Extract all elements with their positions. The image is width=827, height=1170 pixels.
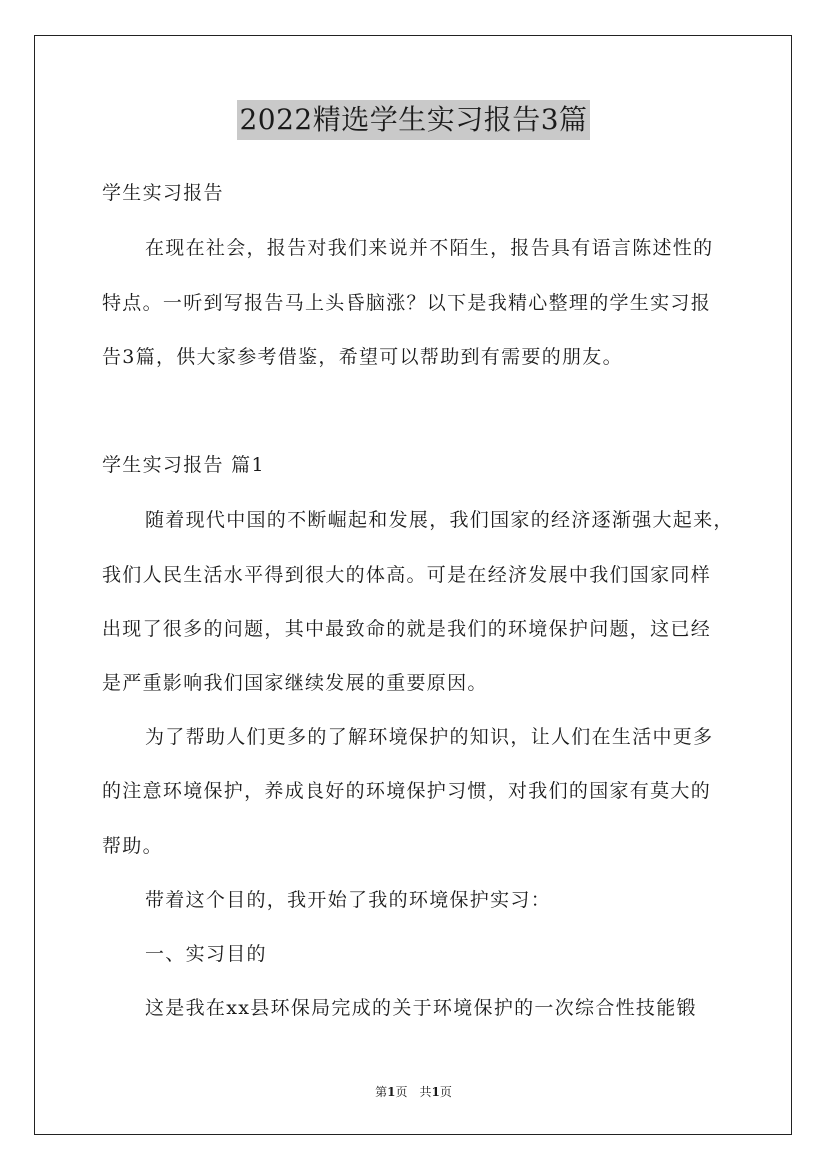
title-container: [0, 100, 827, 140]
document-title: 2022精选学生实习报告3篇: [237, 100, 589, 140]
footer-suffix: 页: [439, 1085, 452, 1099]
subsection-heading: 一、实习目的: [145, 943, 267, 965]
paragraph-line: 出现了很多的问题，其中最致命的就是我们的环境保护问题，这已经: [102, 618, 712, 640]
footer-total-pages: 1: [431, 1085, 440, 1099]
footer-prefix: 第: [375, 1085, 388, 1099]
section-heading: 学生实习报告 篇1: [102, 454, 265, 476]
paragraph-line: 特点。一听到写报告马上头昏脑涨？以下是我精心整理的学生实习报: [102, 292, 712, 314]
paragraph-line: 带着这个目的，我开始了我的环境保护实习：: [145, 889, 552, 911]
paragraph-line: 我们人民生活水平得到很大的体高。可是在经济发展中我们国家同样: [102, 564, 712, 586]
paragraph-line: 是严重影响我们国家继续发展的重要原因。: [102, 672, 488, 694]
paragraph-line: 为了帮助人们更多的了解环境保护的知识，让人们在生活中更多: [145, 726, 714, 748]
paragraph-line: 告3篇，供大家参考借鉴，希望可以帮助到有需要的朋友。: [102, 346, 623, 368]
footer-mid: 页 共: [395, 1085, 432, 1099]
paragraph-line: 帮助。: [102, 835, 163, 857]
section-heading: 学生实习报告: [102, 182, 224, 204]
paragraph-line: 在现在社会，报告对我们来说并不陌生，报告具有语言陈述性的: [145, 237, 714, 259]
paragraph-line: 的注意环境保护，养成良好的环境保护习惯，对我们的国家有莫大的: [102, 780, 712, 802]
page-footer: [0, 1084, 827, 1100]
paragraph-line: 随着现代中国的不断崛起和发展，我们国家的经济逐渐强大起来，: [145, 509, 734, 531]
paragraph-line: 这是我在xx县环保局完成的关于环境保护的一次综合性技能锻: [145, 997, 697, 1019]
footer-page-number: 1: [387, 1085, 396, 1099]
